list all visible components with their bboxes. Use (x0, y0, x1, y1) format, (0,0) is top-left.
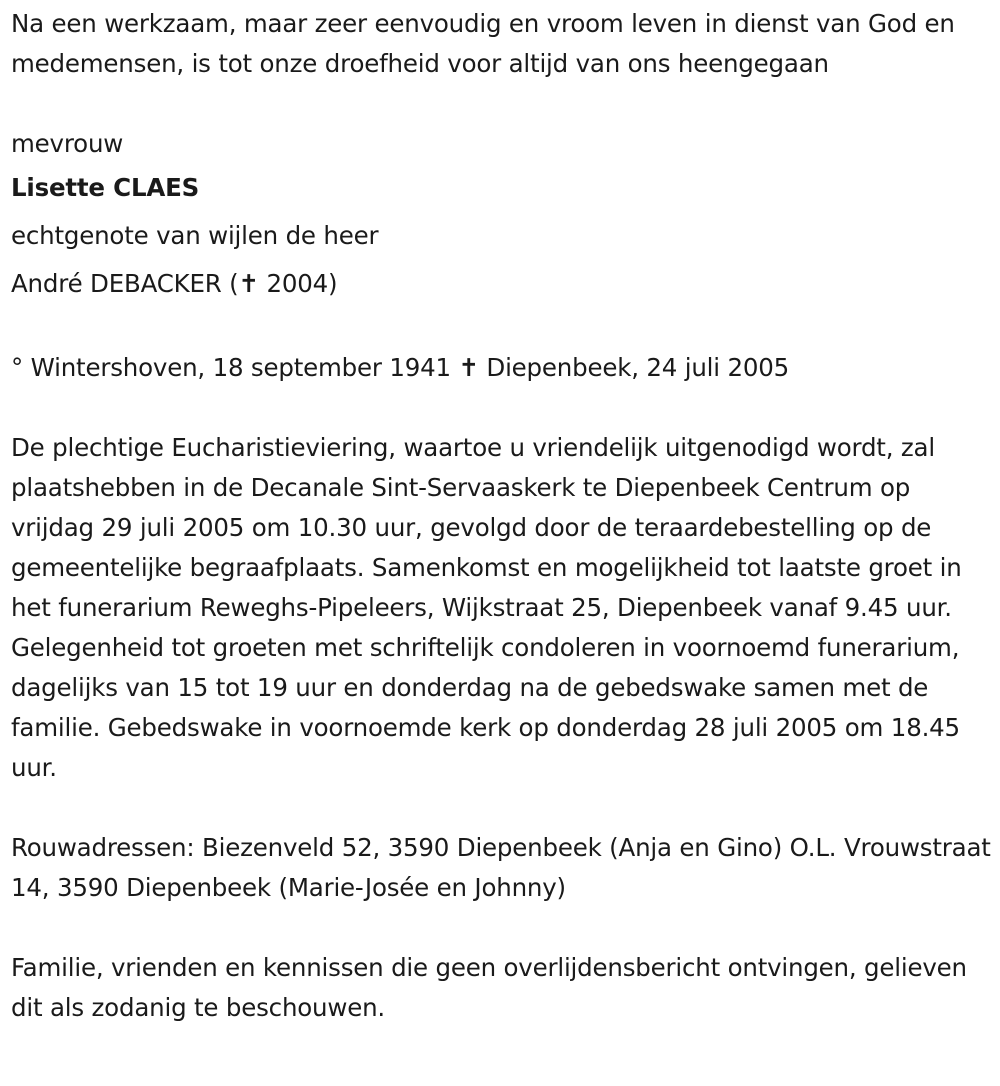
title-line: mevrouw (11, 129, 124, 158)
ceremony-paragraph: De plechtige Eucharistieviering, waartoe u vriendelijk uitgenodigd wordt, zal plaatshebben in de Decanale Sint-Servaaskerk te Diepenbeek Centrum op vrijdag 29 juli 2005 om 10.30 uur, gevolgd door de teraardebestelling op de gemeentelijke begraafplaats. Samenkomst en mogelijkheid tot laatste groet in het funerarium Reweghs-Pipeleers, Wijkstraat 25, Diepenbeek vanaf 9.45 uur. Gelegenheid tot groeten met schriftelijk condoleren in voornoemd funerarium, dagelijks van 15 tot 19 uur en donderdag na de gebedswake samen met de familie. Gebedswake in voornoemde kerk op donderdag 28 juli 2005 om 18.45 uur. (11, 433, 962, 782)
relation-line: echtgenote van wijlen de heer (11, 221, 379, 250)
birth-death-line: ° Wintershoven, 18 september 1941 ✝ Diepenbeek, 24 juli 2005 (11, 353, 790, 382)
spacer (11, 388, 996, 428)
addresses-paragraph: Rouwadressen: Biezenveld 52, 3590 Diepenbeek (Anja en Gino) O.L. Vrouwstraat 14, 3590 Diepenbeek (Marie-Josée en Johnny) (11, 833, 991, 902)
intro-paragraph: Na een werkzaam, maar zeer eenvoudig en vroom leven in dienst van God en medemensen, is tot onze droefheid voor altijd van ons heengegaan (11, 9, 955, 78)
spacer (11, 908, 996, 948)
deceased-name: Lisette CLAES (11, 173, 200, 202)
closing-paragraph: Familie, vrienden en kennissen die geen overlijdensbericht ontvingen, gelieven dit als zodanig te beschouwen. (11, 953, 967, 1022)
spacer (11, 308, 996, 348)
spacer (11, 84, 996, 124)
spouse-line: André DEBACKER (✝ 2004) (11, 269, 338, 298)
death-notice (11, 4, 996, 1028)
spacer (11, 788, 996, 828)
